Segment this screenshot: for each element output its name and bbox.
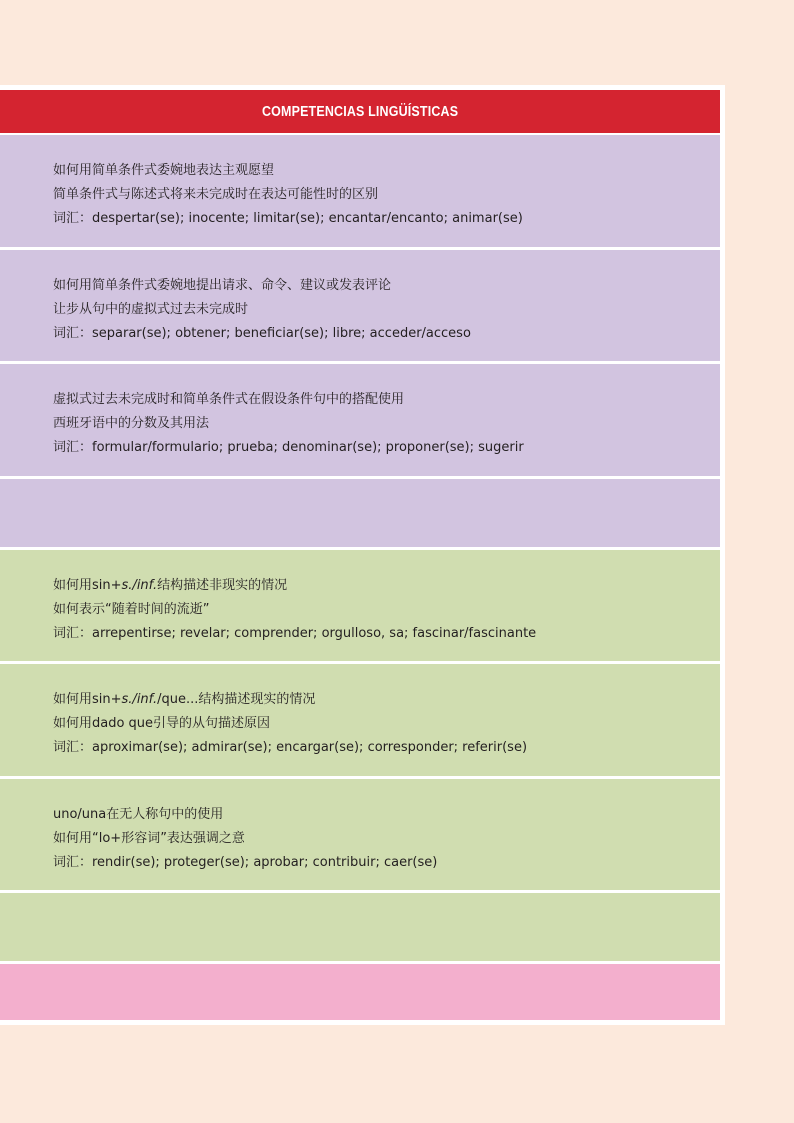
line-prefix: 如何用sin+ xyxy=(53,578,122,593)
table-row xyxy=(0,779,720,890)
row-line-grammar: 如何用简单条件式委婉地表达主观愿望 xyxy=(53,163,275,178)
table-row xyxy=(0,250,720,361)
table-row-empty xyxy=(0,893,720,961)
row-line-grammar: 如何用简单条件式委婉地提出请求、命令、建议或发表评论 xyxy=(53,278,392,293)
row-line-grammar xyxy=(53,688,527,712)
row-line-vocabulary: 词汇：formular/formulario; prueba; denominar(se); proponer(se); sugerir xyxy=(53,440,524,455)
row-line-grammar xyxy=(53,574,536,598)
row-line-vocabulary: 词汇：aproximar(se); admirar(se); encargar(se); corresponder; referir(se) xyxy=(53,740,528,755)
table-row xyxy=(0,135,720,247)
table-header xyxy=(0,90,720,133)
row-line-vocabulary: 词汇：rendir(se); proteger(se); aprobar; contribuir; caer(se) xyxy=(53,855,438,870)
line-italic: s./inf. xyxy=(121,578,158,593)
row-line-grammar: 简单条件式与陈述式将来未完成时在表达可能性时的区别 xyxy=(53,187,379,202)
table-title: COMPETENCIAS LINGÜÍSTICAS xyxy=(261,103,459,120)
row-line-grammar: 让步从句中的虚拟式过去未完成时 xyxy=(53,302,249,317)
table-row-empty xyxy=(0,964,720,1020)
table-row xyxy=(0,550,720,661)
row-line-grammar: 如何用dado que引导的从句描述原因 xyxy=(53,716,271,731)
row-line-grammar: 虚拟式过去未完成时和简单条件式在假设条件句中的搭配使用 xyxy=(53,392,405,407)
row-line-grammar: uno/una在无人称句中的使用 xyxy=(53,807,224,822)
line-suffix: /que...结构描述现实的情况 xyxy=(157,692,316,707)
row-line-grammar: 西班牙语中的分数及其用法 xyxy=(53,416,210,431)
table-row xyxy=(0,364,720,476)
row-line-vocabulary: 词汇：separar(se); obtener; beneficiar(se); libre; acceder/acceso xyxy=(53,326,471,341)
row-line-grammar: 如何用“lo+形容词”表达强调之意 xyxy=(53,831,245,846)
line-suffix: 结构描述非现实的情况 xyxy=(157,578,288,593)
row-line-vocabulary: 词汇：despertar(se); inocente; limitar(se); encantar/encanto; animar(se) xyxy=(53,211,523,226)
line-prefix: 如何用sin+ xyxy=(53,692,122,707)
table-row xyxy=(0,664,720,776)
row-line-grammar: 如何表示“随着时间的流逝” xyxy=(53,602,210,617)
line-italic: s./inf. xyxy=(121,692,158,707)
table-row-empty xyxy=(0,479,720,547)
row-line-vocabulary: 词汇：arrepentirse; revelar; comprender; orgulloso, sa; fascinar/fascinante xyxy=(53,626,537,641)
